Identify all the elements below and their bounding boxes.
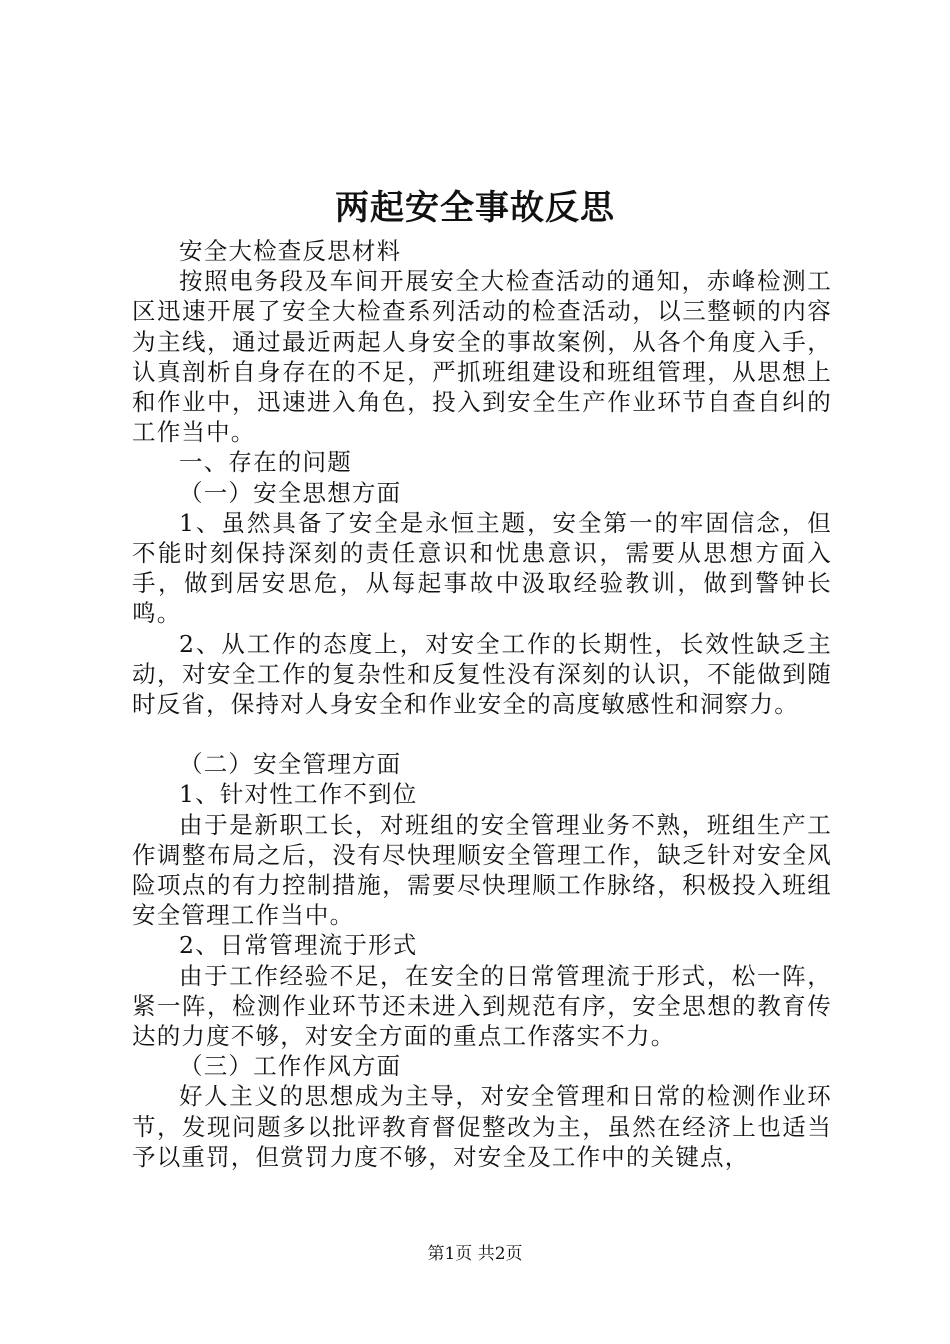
- heading-problems: 一、存在的问题: [179, 448, 352, 477]
- heading-work-style: （三）工作作风方面: [179, 1052, 402, 1081]
- paragraph-intro: 按照电务段及车间开展安全大检查活动的通知，赤峰检测工区迅速开展了安全大检查系列活动的检查活动，以三整顿的内容为主线，通过最近两起人身安全的事故案例，从各个角度入手，认真剖析自身存在的不足，严抓班组建设和班组管理，从思想上和作业中，迅速进入角色，投入到安全生产作业环节自查自纠的工作当中。: [132, 267, 832, 447]
- paragraph-thinking-1: 1、虽然具备了安全是永恒主题，安全第一的牢固信念，但不能时刻保持深刻的责任意识和忧患意识，需要从思想方面入手，做到居安思危，从每起事故中汲取经验教训，做到警钟长鸣。: [132, 508, 832, 628]
- heading-safety-management: （二）安全管理方面: [179, 750, 402, 779]
- paragraph-management-1: 由于是新职工长，对班组的安全管理业务不熟，班组生产工作调整布局之后，没有尽快理顺安全管理工作，缺乏针对安全风险项点的有力控制措施，需要尽快理顺工作脉络，积极投入班组安全管理工作当中。: [132, 810, 832, 930]
- document-title: 两起安全事故反思: [335, 188, 615, 228]
- paragraph-management-2: 由于工作经验不足，在安全的日常管理流于形式，松一阵，紧一阵，检测作业环节还未进入到规范有序，安全思想的教育传达的力度不够，对安全方面的重点工作落实不力。: [132, 961, 832, 1051]
- heading-safety-thinking: （一）安全思想方面: [179, 478, 402, 507]
- paragraph-thinking-2: 2、从工作的态度上，对安全工作的长期性，长效性缺乏主动，对安全工作的复杂性和反复性没有深刻的认识，不能做到随时反省，保持对人身安全和作业安全的高度敏感性和洞察力。: [132, 629, 832, 719]
- paragraph-subtitle: 安全大检查反思材料: [179, 237, 402, 265]
- heading-management-1: 1、针对性工作不到位: [179, 780, 418, 809]
- page-number-footer: 第1页 共2页: [427, 1244, 523, 1264]
- paragraph-work-style: 好人主义的思想成为主导，对安全管理和日常的检测作业环节，发现问题多以批评教育督促整改为主，虽然在经济上也适当予以重罚，但赏罚力度不够，对安全及工作中的关键点，: [132, 1082, 832, 1171]
- heading-management-2: 2、日常管理流于形式: [179, 931, 418, 960]
- document-body: [132, 236, 832, 1172]
